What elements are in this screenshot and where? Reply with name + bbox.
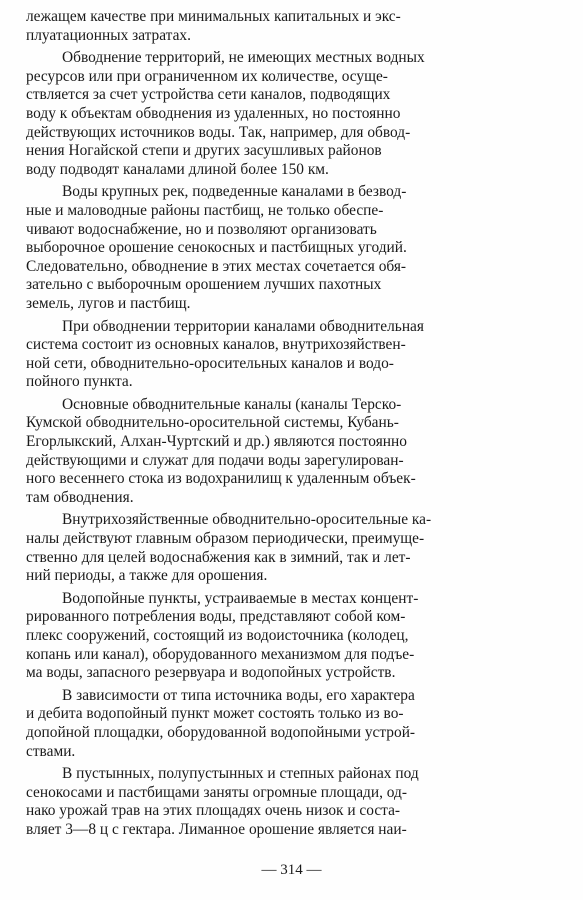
text-line: там обводнения. — [26, 488, 134, 506]
text-line: Обводнение территорий, не имеющих местных водных — [62, 49, 425, 67]
text-line: допойной площадки, оборудованной водопойными устрой- — [26, 723, 416, 741]
paragraph — [26, 590, 562, 683]
paragraph — [26, 765, 562, 839]
text-line: Кумской обводнительно-оросительной системы, Кубань- — [26, 414, 399, 432]
text-line: ма воды, запасного резервуара и водопойных устройств. — [26, 664, 396, 682]
text-line: нения Ногайской степи и других засушливых районов — [26, 142, 382, 160]
text-line: В зависимости от типа источника воды, его характера — [62, 686, 415, 704]
text-line: воду к объектам обводнения из удаленных, но постоянно — [26, 104, 401, 122]
text-line: пойного пункта. — [26, 373, 133, 391]
text-line: вляет 3—8 ц с гектара. Лиманное орошение является наи- — [26, 820, 407, 838]
text-line: ственно для целей водоснабжения как в зимний, так и лет- — [26, 548, 411, 566]
paragraph — [26, 511, 562, 585]
text-line: нако урожай трав на этих площадях очень низок и соста- — [26, 802, 401, 820]
text-line: система состоит из основных каналов, внутрихозяйствен- — [26, 336, 406, 354]
text-line: действующих источников воды. Так, например, для обвод- — [26, 123, 411, 141]
text-line: ные и маловодные районы пастбищ, не только обеспе- — [26, 201, 384, 219]
text-line: Егорлыкский, Алхан-Чуртский и др.) являются постоянно — [26, 433, 407, 451]
text-line: ной сети, обводнительно-оросительных каналов и водо- — [26, 354, 394, 372]
text-line: налы действуют главным образом периодически, преимуще- — [26, 530, 425, 548]
text-line: ствами. — [26, 742, 76, 760]
text-line: Воды крупных рек, подведенные каналами в безвод- — [62, 183, 407, 201]
paragraph — [26, 318, 562, 392]
paragraph — [26, 183, 562, 313]
text-line: Внутрихозяйственные обводнительно-оросительные ка- — [62, 511, 432, 529]
paragraph — [26, 49, 562, 179]
text-line: ного весеннего стока из водохранилищ к удаленным объек- — [26, 470, 416, 488]
text-line: рированного потребления воды, представляют собой ком- — [26, 608, 406, 626]
text-line: воду подводят каналами длиной более 150 км. — [26, 160, 329, 178]
text-line: ресурсов или при ограниченном их количестве, осуще- — [26, 67, 388, 85]
text-line: чивают водоснабжение, но и позволяют организовать — [26, 220, 377, 238]
text-line: Следовательно, обводнение в этих местах сочетается обя- — [26, 257, 407, 275]
text-line: плуатационных затратах. — [26, 26, 191, 44]
text-line: лежащем качестве при минимальных капитальных и экс- — [26, 8, 401, 25]
text-line: и дебита водопойный пункт может состоять только из во- — [26, 705, 404, 723]
paragraph — [26, 396, 562, 508]
text-line: ний периоды, а также для орошения. — [26, 567, 268, 585]
page-number: — 314 — — [261, 862, 322, 878]
text-line: В пустынных, полупустынных и степных районах под — [62, 765, 419, 783]
text-line: сенокосами и пастбищами заняты огромные площади, од- — [26, 783, 408, 801]
text-line: При обводнении территории каналами обводнительная — [62, 317, 424, 335]
text-line: выборочное орошение сенокосных и пастбищных угодий. — [26, 239, 407, 257]
paragraph — [26, 687, 562, 761]
text-line: действующими и служат для подачи воды зарегулирован- — [26, 451, 404, 469]
text-line: копань или канал), оборудованного механизмом для подъе- — [26, 645, 415, 663]
paragraph — [26, 8, 562, 45]
body-text — [26, 8, 562, 844]
text-line: плекс сооружений, состоящий из водоисточника (колодец, — [26, 627, 409, 644]
text-line: ствляется за счет устройства сети каналов, подводящих — [26, 86, 391, 104]
text-line: зательно с выборочным орошением лучших пахотных — [26, 276, 382, 294]
text-line: земель, лугов и пастбищ. — [26, 294, 191, 312]
text-line: Основные обводнительные каналы (каналы Терско- — [62, 395, 402, 413]
text-line: Водопойные пункты, устраиваемые в местах концент- — [62, 589, 419, 607]
